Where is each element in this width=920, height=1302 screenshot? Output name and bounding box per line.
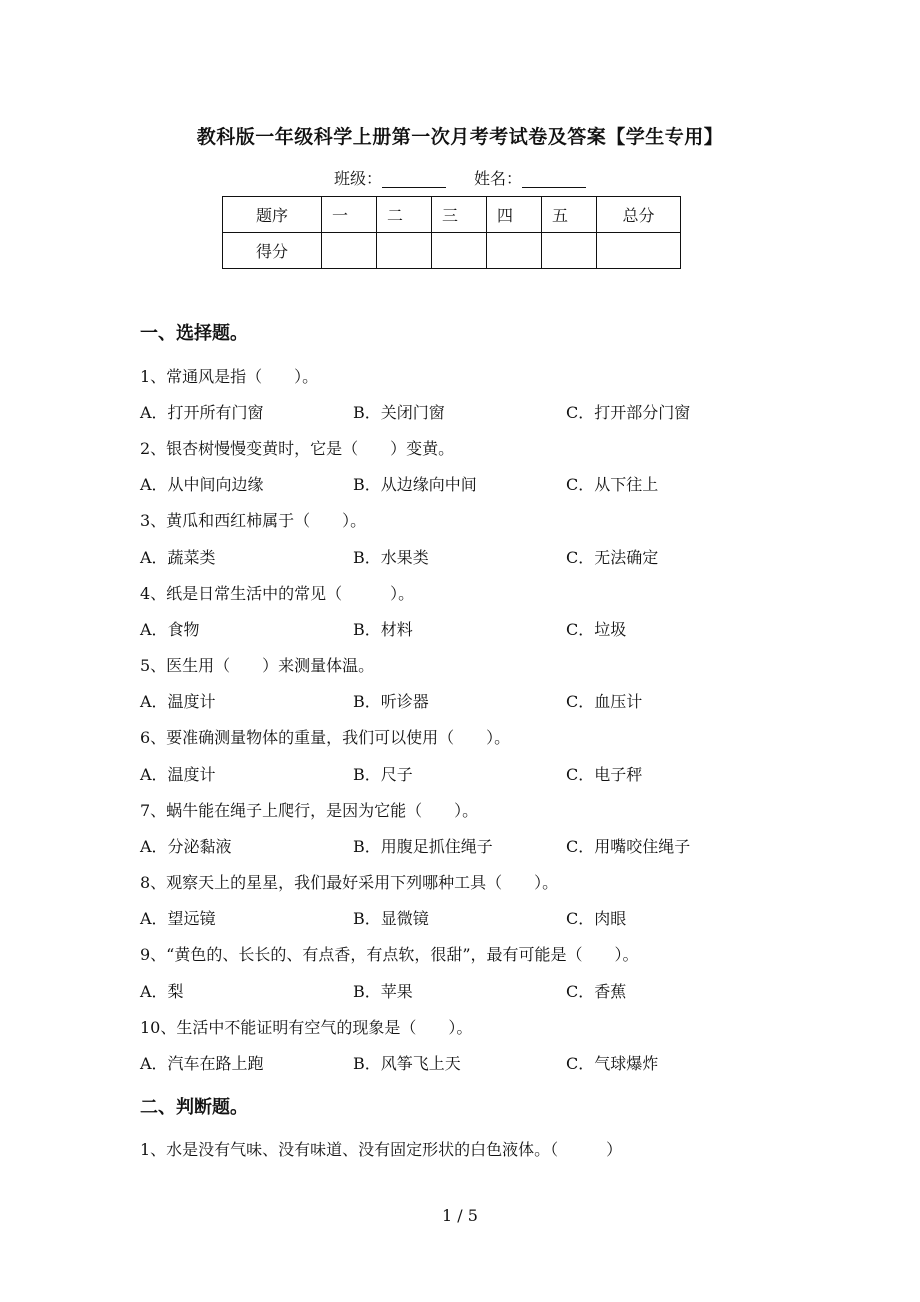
- class-label: 班级：: [333, 169, 382, 188]
- option-c[interactable]: C．肉眼: [566, 909, 627, 928]
- page-number: 1 / 5: [442, 1206, 478, 1225]
- option-b[interactable]: B．苹果: [353, 982, 413, 1001]
- score-header-cell: 总分: [597, 197, 681, 233]
- question: 4、纸是日常生活中的常见（ ）。: [140, 584, 415, 603]
- score-cell[interactable]: [597, 233, 681, 269]
- option-c[interactable]: C．垃圾: [566, 620, 627, 639]
- score-header-cell: 四: [487, 197, 542, 233]
- option-b[interactable]: B．用腹足抓住绳子: [353, 837, 493, 856]
- score-table: [222, 196, 681, 269]
- score-header-cell: 五: [542, 197, 597, 233]
- score-cell[interactable]: [487, 233, 542, 269]
- option-a[interactable]: A．打开所有门窗: [140, 403, 264, 422]
- option-a[interactable]: A．分泌黏液: [140, 837, 232, 856]
- option-a[interactable]: A．梨: [140, 982, 184, 1001]
- question: 6、要准确测量物体的重量，我们可以使用（ ）。: [140, 728, 511, 747]
- option-b[interactable]: B．关闭门窗: [353, 403, 445, 422]
- option-c[interactable]: C．无法确定: [566, 548, 659, 567]
- option-a[interactable]: A．望远镜: [140, 909, 216, 928]
- class-name-line: [0, 166, 920, 189]
- score-header-cell: 三: [432, 197, 487, 233]
- score-cell[interactable]: [377, 233, 432, 269]
- score-row-label: 得分: [223, 233, 322, 269]
- option-b[interactable]: B．水果类: [353, 548, 429, 567]
- option-b[interactable]: B．风筝飞上天: [353, 1054, 461, 1073]
- options-row: [140, 617, 760, 639]
- option-a[interactable]: A．食物: [140, 620, 200, 639]
- option-c[interactable]: C．打开部分门窗: [566, 403, 691, 422]
- class-blank[interactable]: [382, 169, 446, 188]
- options-row: [140, 906, 760, 928]
- option-a[interactable]: A．蔬菜类: [140, 548, 216, 567]
- option-c[interactable]: C．血压计: [566, 692, 643, 711]
- option-a[interactable]: A．从中间向边缘: [140, 475, 264, 494]
- options-row: [140, 545, 760, 567]
- option-b[interactable]: B．听诊器: [353, 692, 429, 711]
- options-row: [140, 472, 760, 494]
- question: 5、医生用（ ）来测量体温。: [140, 656, 375, 675]
- options-row: [140, 762, 760, 784]
- option-b[interactable]: B．从边缘向中间: [353, 475, 477, 494]
- judgement-question: 1、水是没有气味、没有味道、没有固定形状的白色液体。（ ）: [140, 1140, 623, 1159]
- question: 2、银杏树慢慢变黄时，它是（ ）变黄。: [140, 439, 455, 458]
- question: 8、观察天上的星星，我们最好采用下列哪种工具（ ）。: [140, 873, 559, 892]
- option-a[interactable]: A．温度计: [140, 692, 216, 711]
- score-header-cell: 一: [322, 197, 377, 233]
- section-heading: 二、判断题。: [140, 1097, 248, 1118]
- question: 7、蜗牛能在绳子上爬行，是因为它能（ ）。: [140, 801, 479, 820]
- option-b[interactable]: B．材料: [353, 620, 413, 639]
- options-row: [140, 1051, 760, 1073]
- option-c[interactable]: C．用嘴咬住绳子: [566, 837, 691, 856]
- option-c[interactable]: C．从下往上: [566, 475, 659, 494]
- option-c[interactable]: C．香蕉: [566, 982, 627, 1001]
- option-b[interactable]: B．尺子: [353, 765, 413, 784]
- option-c[interactable]: C．气球爆炸: [566, 1054, 659, 1073]
- options-row: [140, 834, 760, 856]
- name-blank[interactable]: [522, 169, 586, 188]
- option-a[interactable]: A．温度计: [140, 765, 216, 784]
- score-table-header-row: [223, 197, 681, 233]
- page-title: 教科版一年级科学上册第一次月考考试卷及答案【学生专用】: [196, 126, 724, 148]
- option-b[interactable]: B．显微镜: [353, 909, 429, 928]
- question: 9、“黄色的、长长的、有点香，有点软，很甜”，最有可能是（ ）。: [140, 945, 639, 964]
- score-cell[interactable]: [542, 233, 597, 269]
- option-a[interactable]: A．汽车在路上跑: [140, 1054, 264, 1073]
- options-row: [140, 400, 760, 422]
- score-cell[interactable]: [432, 233, 487, 269]
- score-header-cell: 二: [377, 197, 432, 233]
- score-cell[interactable]: [322, 233, 377, 269]
- name-label: 姓名：: [474, 169, 523, 188]
- option-c[interactable]: C．电子秤: [566, 765, 643, 784]
- options-row: [140, 979, 760, 1001]
- question: 1、常通风是指（ ）。: [140, 367, 319, 386]
- options-row: [140, 689, 760, 711]
- score-header-cell: 题序: [223, 197, 322, 233]
- section-heading: 一、选择题。: [140, 323, 248, 344]
- question: 10、生活中不能证明有空气的现象是（ ）。: [140, 1018, 473, 1037]
- score-table-score-row: [223, 233, 681, 269]
- question: 3、黄瓜和西红柿属于（ ）。: [140, 511, 367, 530]
